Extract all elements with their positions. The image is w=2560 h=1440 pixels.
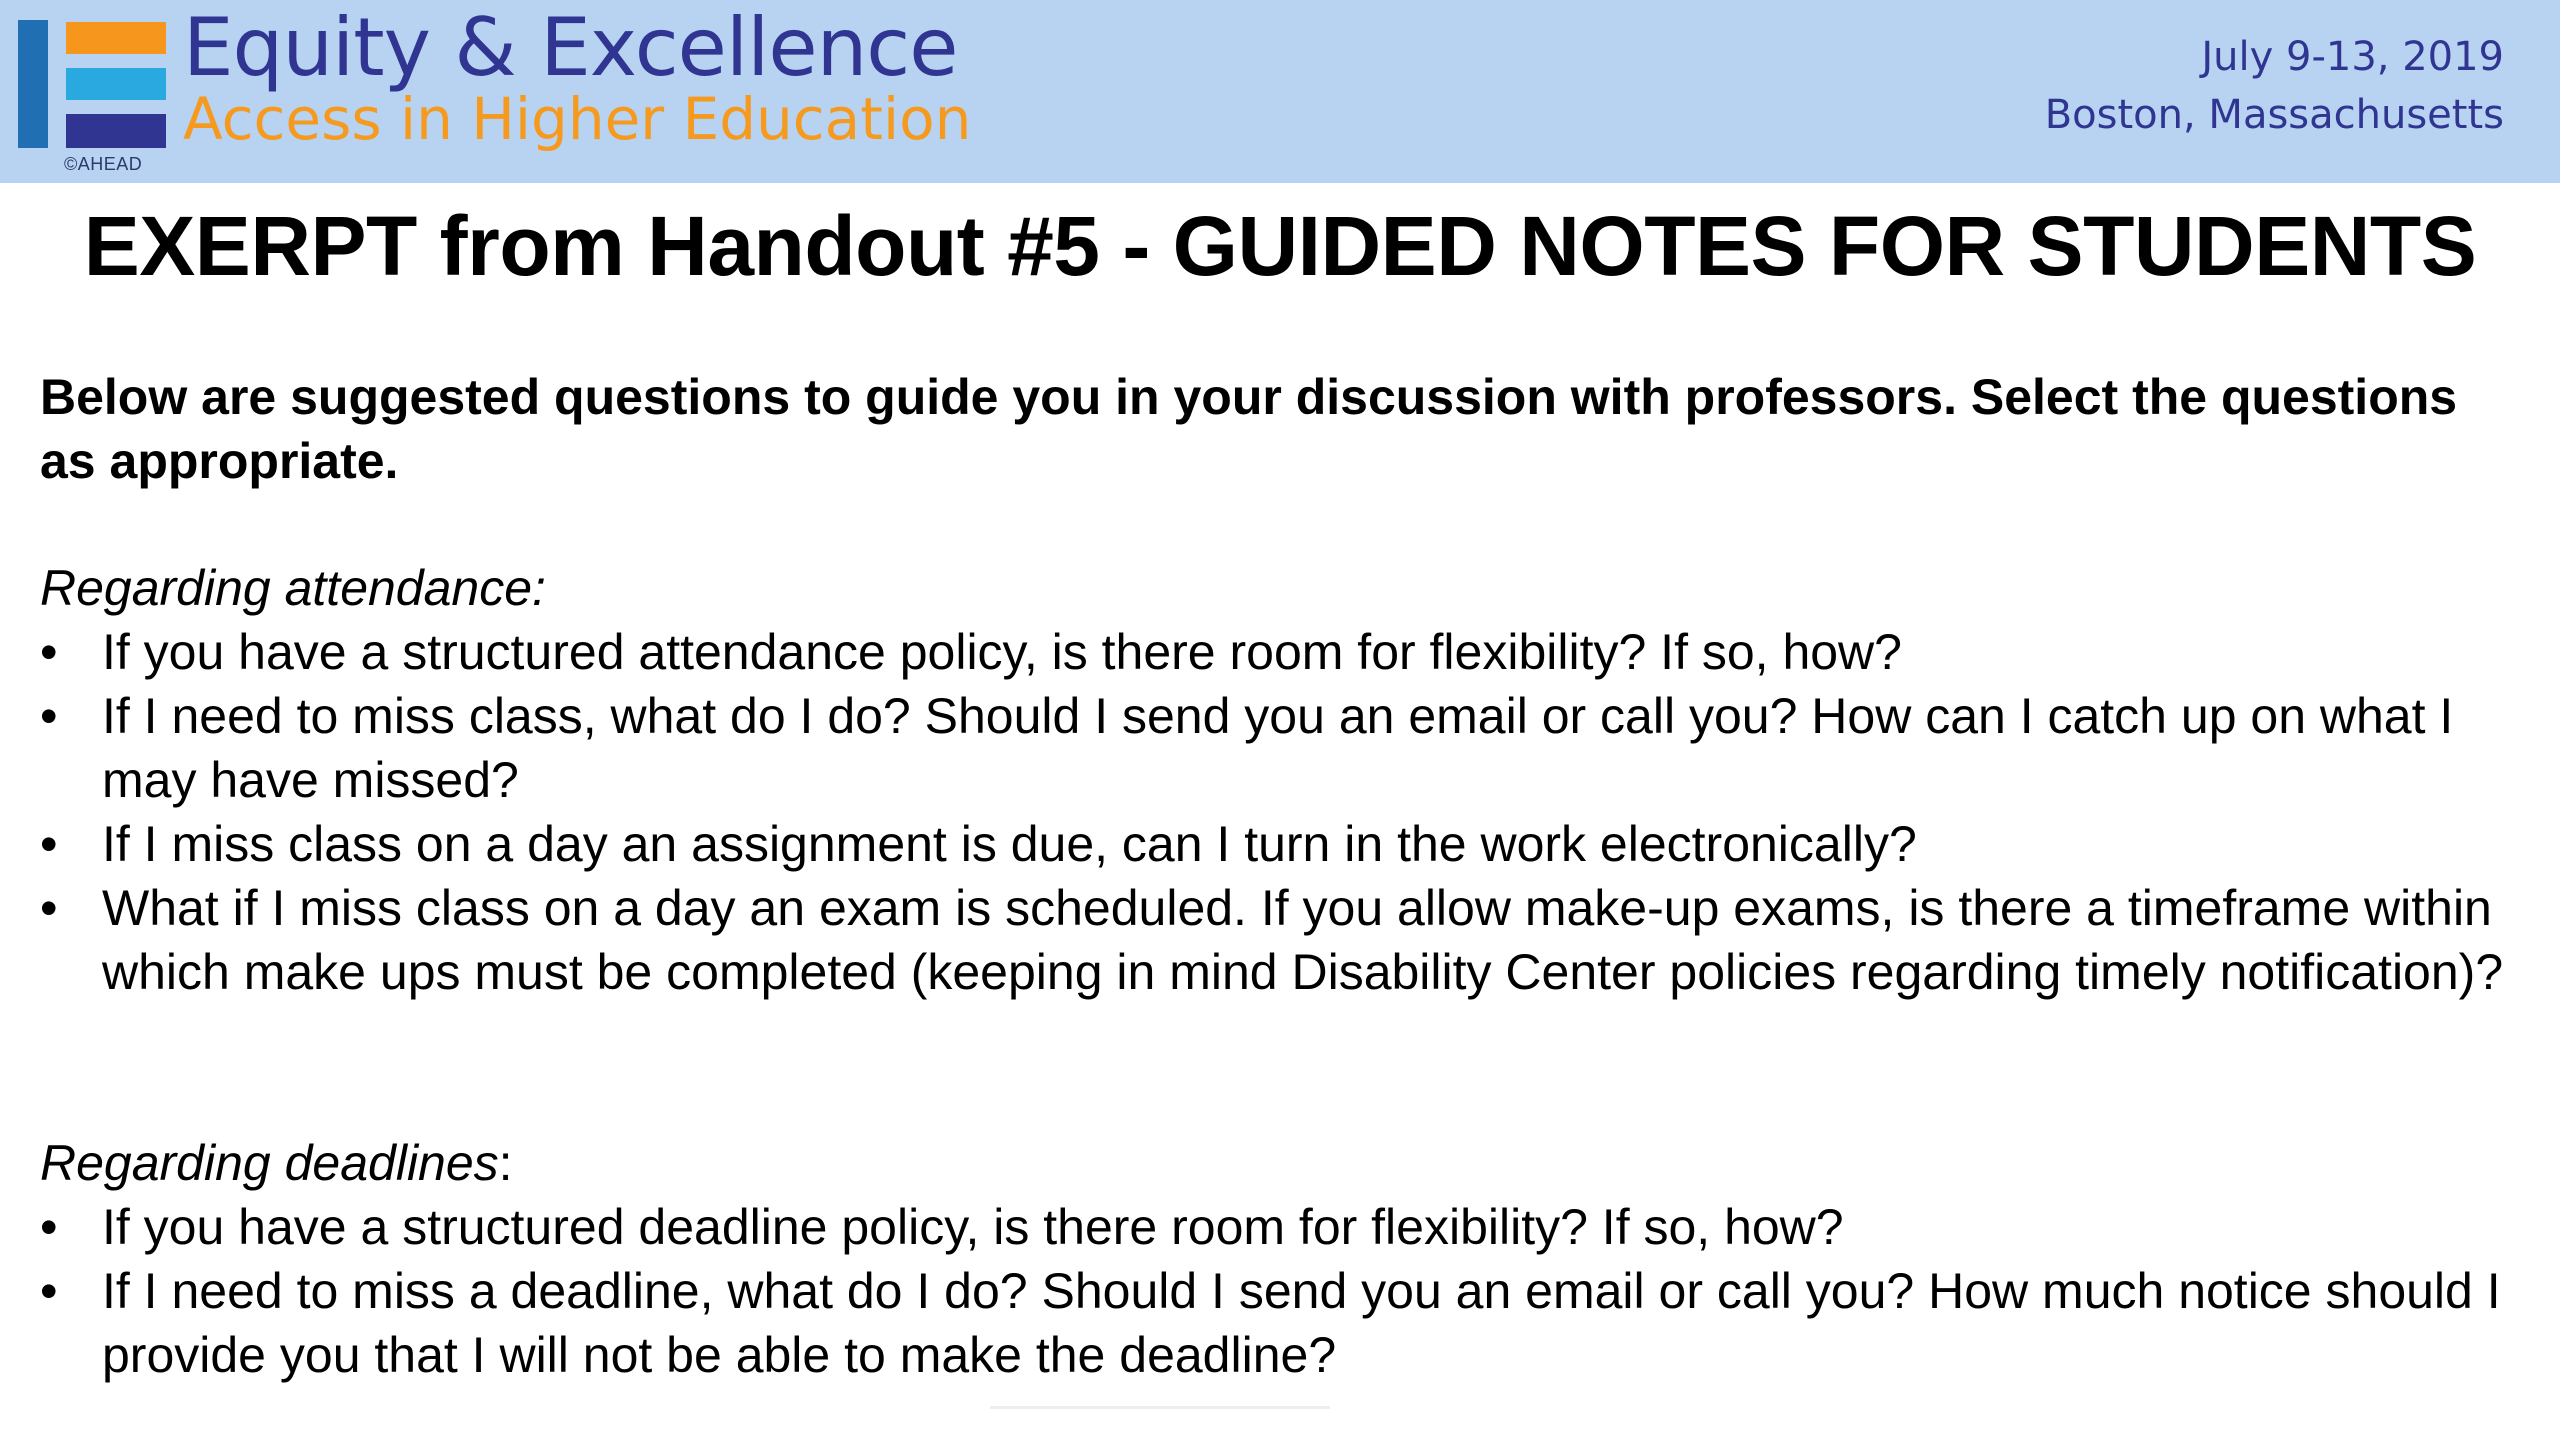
section-heading-colon: : xyxy=(498,1135,513,1191)
section-heading xyxy=(40,1131,2520,1195)
bullet-icon: • xyxy=(40,688,58,744)
ahead-logo xyxy=(16,20,156,180)
list-item-text: If I need to miss class, what do I do? Should I send you an email or call you? How can I catch up on what I may have missed? xyxy=(102,688,2454,808)
conference-subtitle: Access in Higher Education xyxy=(183,85,972,153)
list-item xyxy=(40,876,2520,1004)
slide-title: EXERPT from Handout #5 - GUIDED NOTES FOR STUDENTS xyxy=(83,199,2477,293)
section-heading-text: Regarding attendance: xyxy=(40,560,546,616)
bullet-icon: • xyxy=(40,624,58,680)
list-item xyxy=(40,620,2520,684)
list-item-text: If I miss class on a day an assignment is due, can I turn in the work electronically? xyxy=(102,816,1917,872)
section-attendance xyxy=(40,556,2520,1004)
logo-block-navy xyxy=(66,114,166,148)
event-location: Boston, Massachusetts xyxy=(2044,92,2504,138)
section-heading xyxy=(40,556,2520,620)
bullet-icon: • xyxy=(40,816,58,872)
event-date: July 9-13, 2019 xyxy=(2201,34,2504,80)
conference-title: Equity & Excellence xyxy=(183,1,958,94)
bullet-icon: • xyxy=(40,880,58,936)
bullet-list xyxy=(40,620,2520,1004)
list-item xyxy=(40,1195,2520,1259)
header-banner xyxy=(0,0,2560,183)
list-item xyxy=(40,684,2520,812)
logo-bar-blue xyxy=(18,20,48,148)
list-item xyxy=(40,812,2520,876)
section-heading-text: Regarding deadlines xyxy=(40,1135,499,1191)
bullet-icon: • xyxy=(40,1263,58,1319)
logo-copyright: ©AHEAD xyxy=(64,154,143,174)
bullet-icon: • xyxy=(40,1199,58,1255)
divider xyxy=(990,1406,1330,1409)
bullet-list xyxy=(40,1195,2520,1387)
list-item-text: What if I miss class on a day an exam is scheduled. If you allow make-up exams, is there a timeframe within which make ups must be completed (keeping in mind Disability Center policies regarding timely notification)? xyxy=(102,880,2504,1000)
list-item-text: If I need to miss a deadline, what do I do? Should I send you an email or call you? How much notice should I provide you that I will not be able to make the deadline? xyxy=(102,1263,2501,1383)
list-item-text: If you have a structured deadline policy, is there room for flexibility? If so, how? xyxy=(102,1199,1844,1255)
logo-block-cyan xyxy=(66,68,166,100)
logo-block-orange xyxy=(66,22,166,54)
list-item-text: If you have a structured attendance policy, is there room for flexibility? If so, how? xyxy=(102,624,1902,680)
section-deadlines xyxy=(40,1131,2520,1387)
list-item xyxy=(40,1259,2520,1387)
intro-paragraph: Below are suggested questions to guide you in your discussion with professors. Select the questions as appropriate. xyxy=(40,369,2458,489)
